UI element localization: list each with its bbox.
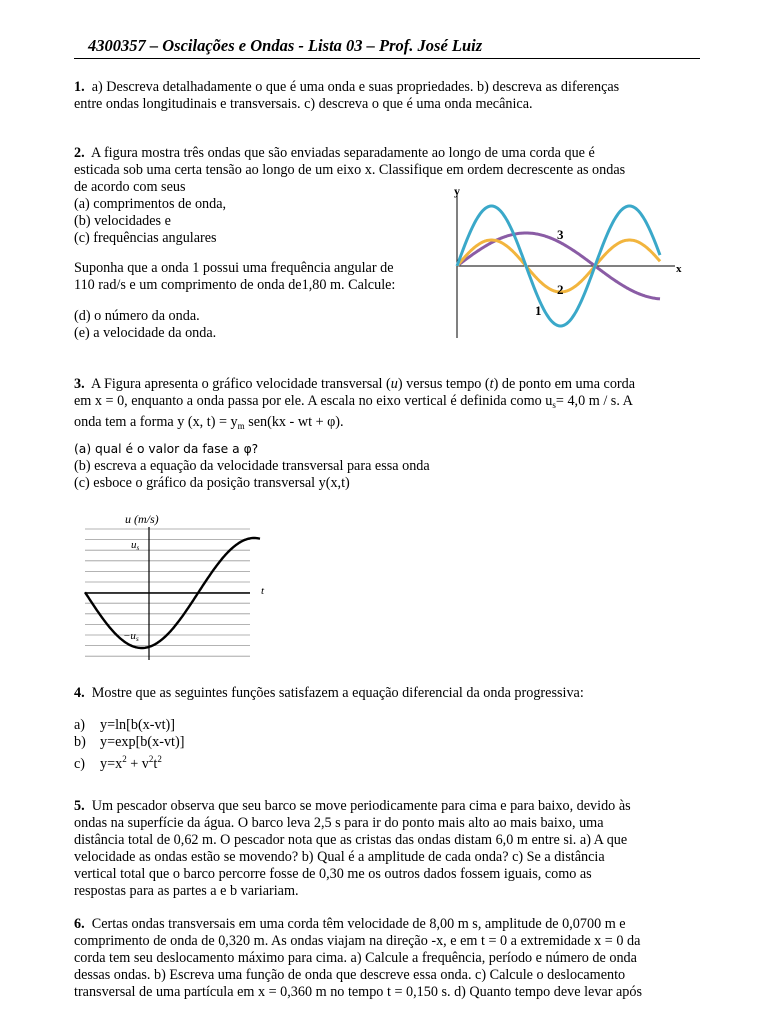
q3-line-2: em x = 0, enquanto a onda passa por ele. A escala no eixo vertical é definida como $u_s= 4,0$ m / s. A — [74, 393, 633, 410]
q3-item-c: (c) esboce o gráfico da posição transversal y(x,t) — [74, 475, 350, 491]
q6-number: 6. — [74, 916, 85, 932]
q2-item-e: (e) a velocidade da onda. — [74, 325, 217, 341]
q1-line-2: entre ondas longitudinais e transversais. c) descreva o que é uma onda mecânica. — [74, 96, 533, 112]
q2-item-b: (b) velocidades e — [74, 213, 171, 229]
q5-line-6: respostas para as partes a e b variariam. — [74, 883, 299, 899]
question-5 — [74, 798, 694, 883]
q4-number: 4. — [74, 685, 85, 701]
q3-number: 3. — [74, 376, 85, 392]
neg-us-tick-label: −us — [123, 630, 139, 643]
q3-line-1: 3. A Figura apresenta o gráfico velocidade transversal (u) versus tempo (t) de ponto em uma corda — [74, 376, 636, 392]
velocity-y-label: u (m/s) — [125, 512, 159, 526]
q4-item-b: b) y=exp[b(x-vt)] — [74, 734, 185, 750]
q6-line-5: transversal de uma partícula em x = 0,360 m no tempo t = 0,150 s. d) Quanto tempo deve levar após — [74, 984, 642, 1000]
q5-line-1: 5. Um pescador observa que seu barco se move periodicamente para cima e para baixo, devido às — [74, 798, 631, 814]
question-2-intro — [74, 145, 694, 179]
q3-line-3: onda tem a forma y (x, $t) = y_m$ sen(kx - wt + φ). — [74, 414, 344, 431]
question-1 — [74, 79, 694, 113]
q2-line-1: 2. A figura mostra três ondas que são enviadas separadamente ao longo de uma corda que é — [74, 145, 595, 161]
question-4 — [74, 685, 584, 702]
q2-suppose-1: Suponha que a onda 1 possui uma frequência angular de — [74, 260, 394, 276]
q3-item-b: (b) escreva a equação da velocidade transversal para essa onda — [74, 458, 430, 474]
q1-line-1: 1. a) Descreva detalhadamente o que é uma onda e suas propriedades. b) descreva as diferenças — [74, 79, 620, 95]
q5-line-3: distância total de 0,62 m. O pescador nota que as cristas das ondas distam 6,0 m entre si. a) A que — [74, 832, 628, 848]
us-tick-label: us — [131, 539, 140, 552]
q3-item-a: (a) qual é o valor da fase a φ? — [74, 442, 259, 456]
wave-3-label: 3 — [557, 227, 564, 242]
q2-number: 2. — [74, 145, 85, 161]
wave-2-label: 2 — [557, 282, 564, 297]
q6-line-1: 6. Certas ondas transversais em uma corda têm velocidade de 8,00 m s, amplitude de 0,0700 m e — [74, 916, 626, 932]
q2-suppose-2: 110 rad/s e um comprimento de onda de1,80 m. Calcule: — [74, 277, 396, 293]
wave-1-label: 1 — [535, 303, 542, 318]
q6-line-4: dessas ondas. b) Escreva uma função de onda que descreve essa onda. c) Calcule o deslocamento — [74, 967, 626, 983]
question-6 — [74, 916, 694, 1001]
wave-x-label: x — [676, 263, 682, 275]
page-header: 4300357 – Oscilações e Ondas - Lista 03 – Prof. José Luiz — [74, 36, 700, 59]
q4-item-a: a) y=ln[b(x-vt)] — [74, 717, 175, 733]
q5-line-4: velocidade as ondas estão se movendo? b) Qual é a amplitude de cada onda? c) Se a distância — [74, 849, 605, 865]
q2-item-a: (a) comprimentos de onda, — [74, 196, 227, 212]
wave-y-label: y — [454, 184, 460, 198]
q4-item-c: c) $y=x^2 + v^2t^2$ — [74, 754, 162, 772]
q4-text: Mostre que as seguintes funções satisfazem a equação diferencial da onda progressiva: — [91, 685, 584, 701]
q6-line-3: corda tem seu deslocamento máximo para cima. a) Calcule a frequência, período e número de onda — [74, 950, 637, 966]
q2-line-3: de acordo com seus — [74, 179, 186, 195]
q6-line-2: comprimento de onda de 0,320 m. As ondas viajam na direção -x, e em t = 0 a extremidade x = 0 da — [74, 933, 641, 949]
velocity-t-label: t — [261, 585, 265, 597]
q2-line-2: esticada sob uma certa tensão ao longo de um eixo x. Classifique em ordem decrescente as ondas — [74, 162, 626, 178]
q5-line-2: ondas na superfície da água. O barco leva 2,5 s para ir do ponto mais alto ao mais baixo, uma — [74, 815, 604, 831]
q2-item-d: (d) o número da onda. — [74, 308, 200, 324]
q1-number: 1. — [74, 79, 85, 95]
q5-line-5: vertical total que o barco percorre fosse de 0,30 me os outros dados fossem iguais, como as — [74, 866, 592, 882]
q2-item-c: (c) frequências angulares — [74, 230, 217, 246]
question-3 — [74, 376, 694, 435]
velocity-graph — [80, 505, 280, 665]
q5-number: 5. — [74, 798, 85, 814]
three-waves-figure — [440, 183, 700, 343]
